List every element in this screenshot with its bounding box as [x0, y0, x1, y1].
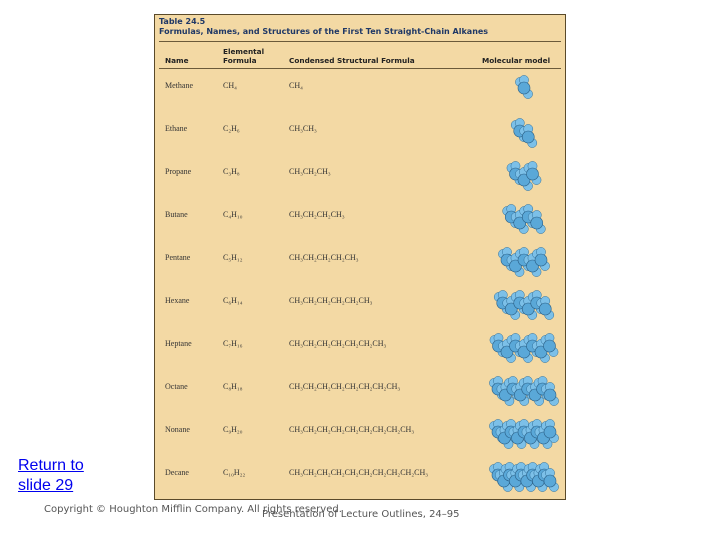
model-atoms [507, 161, 541, 190]
alkane-name: Heptane [165, 339, 192, 348]
condensed-formula: CH₃CH₂CH₂CH₂CH₂CH₃ [289, 296, 373, 305]
molecular-model [485, 112, 563, 155]
condensed-formula: CH₃CH₂CH₂CH₂CH₃ [289, 253, 359, 262]
molecular-model [485, 327, 563, 370]
alkane-name: Decane [165, 468, 189, 477]
condensed-formula: CH₃CH₂CH₃ [289, 167, 331, 176]
condensed-formula: CH₃CH₂CH₂CH₂CH₂CH₂CH₂CH₃ [289, 382, 401, 391]
elemental-formula: C₆H₁₄ [223, 296, 243, 305]
model-atoms [515, 75, 532, 98]
alkane-name: Nonane [165, 425, 190, 434]
elemental-formula: C₇H₁₆ [223, 339, 243, 348]
table-row [155, 284, 565, 327]
model-atoms [511, 118, 537, 147]
header-formula-bottom: Formula [223, 56, 257, 65]
header-model: Molecular model [482, 56, 551, 65]
molecular-model [485, 413, 563, 456]
table-row [155, 370, 565, 413]
elemental-formula: C₅H₁₂ [223, 253, 243, 262]
alkane-name: Ethane [165, 124, 188, 133]
alkane-name: Octane [165, 382, 188, 391]
table-row [155, 413, 565, 456]
carbon-atom [544, 426, 556, 438]
carbon-atom [518, 82, 530, 94]
elemental-formula: C₂H₆ [223, 124, 240, 133]
table-row [155, 456, 565, 499]
model-atoms [494, 290, 554, 319]
model-atoms [489, 376, 558, 405]
condensed-formula: CH₃CH₂CH₂CH₃ [289, 210, 345, 219]
table-caption: Formulas, Names, and Structures of the First Ten Straight-Chain Alkanes [159, 27, 489, 36]
molecular-model [485, 69, 563, 112]
model-atoms [489, 462, 558, 491]
header-name: Name [165, 56, 189, 65]
elemental-formula: CH₄ [223, 81, 237, 90]
table-row [155, 69, 565, 112]
molecular-model [485, 370, 563, 413]
carbon-atom [527, 168, 539, 180]
table-number: Table 24.5 [159, 17, 206, 26]
carbon-atom [544, 389, 556, 401]
elemental-formula: C₁₀H₂₂ [223, 468, 246, 477]
table-row [155, 155, 565, 198]
return-to-slide-link[interactable]: Return to slide 29 [18, 457, 84, 494]
condensed-formula: CH₃CH₂CH₂CH₂CH₂CH₂CH₂CH₂CH₃ [289, 425, 415, 434]
carbon-atom [531, 217, 543, 229]
elemental-formula: C₉H₂₀ [223, 425, 243, 434]
carbon-atom [544, 475, 556, 487]
alkane-name: Hexane [165, 296, 190, 305]
table-row [155, 198, 565, 241]
molecular-model [485, 241, 563, 284]
alkane-name: Propane [165, 167, 192, 176]
header-condensed: Condensed Structural Formula [289, 56, 415, 65]
elemental-formula: C₈H₁₈ [223, 382, 243, 391]
condensed-formula: CH₃CH₂CH₂CH₂CH₂CH₂CH₂CH₂CH₂CH₃ [289, 468, 429, 477]
model-atoms [498, 247, 549, 276]
model-atoms [490, 333, 558, 362]
carbon-atom [535, 254, 547, 266]
model-atoms [503, 204, 546, 233]
molecular-model [485, 456, 563, 499]
elemental-formula: C₄H₁₀ [223, 210, 243, 219]
molecular-model [485, 284, 563, 327]
header-top-rule [159, 41, 561, 42]
molecular-model [485, 198, 563, 241]
carbon-atom [544, 340, 556, 352]
condensed-formula: CH₃CH₂CH₂CH₂CH₂CH₂CH₃ [289, 339, 387, 348]
alkane-table-figure [154, 14, 566, 500]
header-formula-top: Elemental [223, 47, 265, 56]
table-row [155, 112, 565, 155]
elemental-formula: C₃H₈ [223, 167, 240, 176]
molecular-model [485, 155, 563, 198]
table-title [159, 17, 488, 37]
alkane-name: Butane [165, 210, 188, 219]
table-row [155, 241, 565, 284]
carbon-atom [539, 303, 551, 315]
model-atoms [489, 419, 558, 448]
condensed-formula: CH₄ [289, 81, 303, 90]
condensed-formula: CH₃CH₃ [289, 124, 317, 133]
carbon-atom [522, 131, 534, 143]
table-row [155, 327, 565, 370]
alkane-name: Pentane [165, 253, 191, 262]
copyright-notice: Copyright © Houghton Mifflin Company. All rights reserved. [44, 504, 342, 515]
alkane-name: Methane [165, 81, 193, 90]
presentation-footer: Presentation of Lecture Outlines, 24–95 [262, 509, 460, 520]
